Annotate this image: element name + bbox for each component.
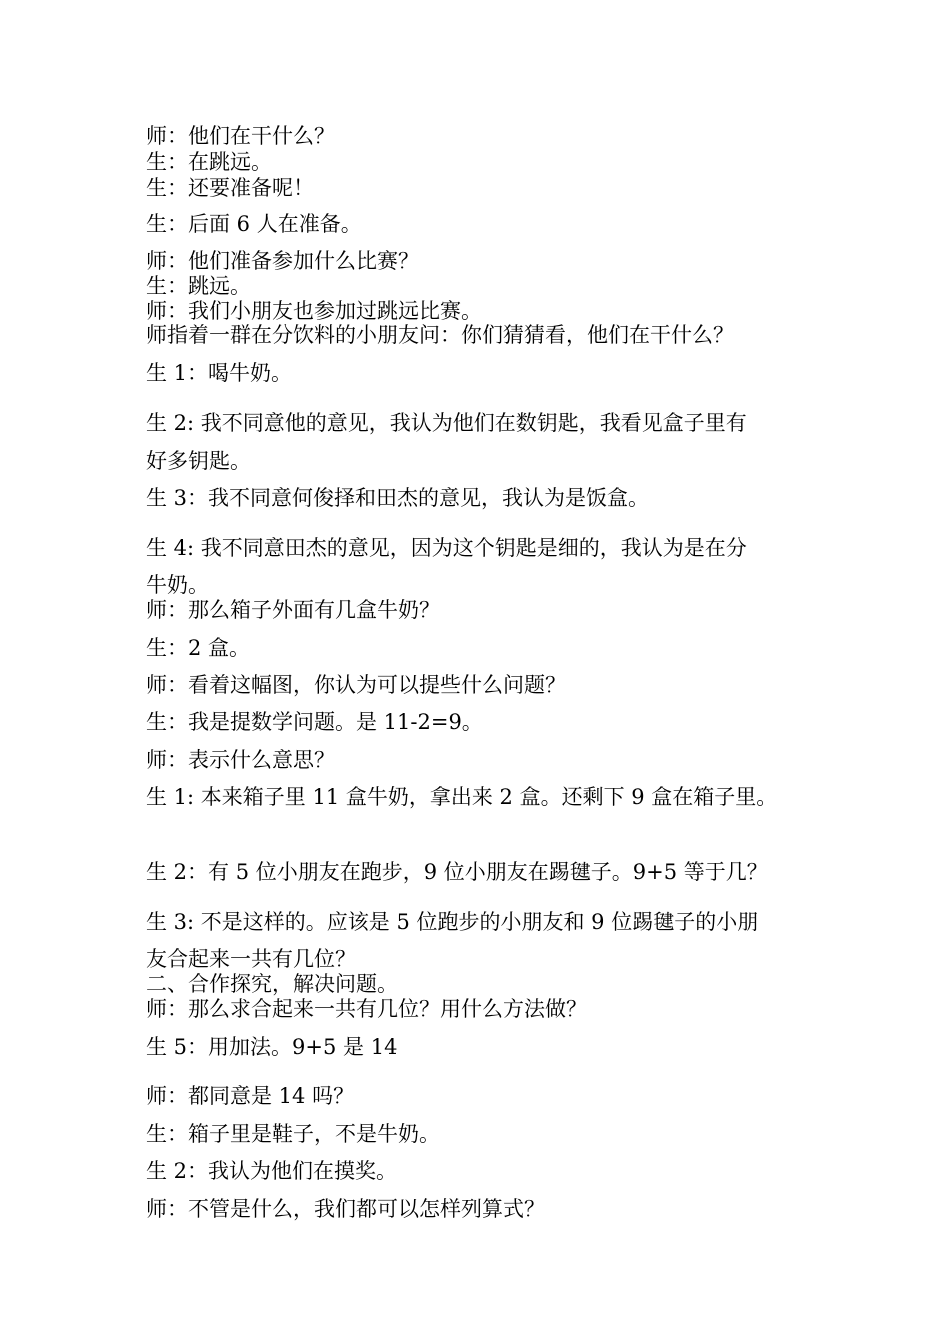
dialogue-line: 师：不管是什么，我们都可以怎样列算式？ [146,1197,545,1221]
dialogue-line: 友合起来一共有几位？ [146,947,356,971]
dialogue-line: 生 3：我不同意何俊择和田杰的意见，我认为是饭盒。 [146,486,650,510]
dialogue-line: 师：他们在干什么？ [146,124,335,148]
dialogue-line: 生 5：用加法。9+5 是 14 [146,1035,398,1059]
section-heading: 二、合作探究，解决问题。 [146,972,398,996]
dialogue-line: 师：看着这幅图，你认为可以提些什么问题？ [146,673,566,697]
dialogue-line: 生 4: 我不同意田杰的意见，因为这个钥匙是细的，我认为是在分 [146,536,747,560]
dialogue-line: 生 2: 我不同意他的意见，我认为他们在数钥匙，我看见盒子里有 [146,411,747,435]
dialogue-line: 师：我们小朋友也参加过跳远比赛。 [146,299,482,323]
dialogue-line: 生：箱子里是鞋子，不是牛奶。 [146,1122,440,1146]
dialogue-line: 生：我是提数学问题。是 11-2=9。 [146,710,483,734]
dialogue-line: 牛奶。 [146,573,209,597]
dialogue-line: 生 2：有 5 位小朋友在跑步，9 位小朋友在踢毽子。9+5 等于几？ [146,860,768,884]
dialogue-line: 生：2 盒。 [146,636,251,660]
dialogue-line: 师指着一群在分饮料的小朋友问：你们猜猜看，他们在干什么？ [146,323,734,347]
dialogue-line: 师：表示什么意思？ [146,748,335,772]
dialogue-line: 生：跳远。 [146,274,251,298]
dialogue-line: 生 3: 不是这样的。应该是 5 位跑步的小朋友和 9 位踢毽子的小朋 [146,910,759,934]
dialogue-line: 师：那么求合起来一共有几位？用什么方法做？ [146,997,587,1021]
dialogue-line: 生 2：我认为他们在摸奖。 [146,1159,398,1183]
dialogue-line: 师：那么箱子外面有几盒牛奶？ [146,598,440,622]
dialogue-line: 生：在跳远。 [146,150,272,174]
dialogue-line: 生 1: 本来箱子里 11 盒牛奶，拿出来 2 盒。还剩下 9 盒在箱子里。 [146,785,778,809]
dialogue-line: 师：都同意是 14 吗？ [146,1084,355,1108]
dialogue-line: 好多钥匙。 [146,449,251,473]
dialogue-line: 生 1：喝牛奶。 [146,361,293,385]
dialogue-line: 生：还要准备呢！ [146,176,314,200]
dialogue-line: 师：他们准备参加什么比赛？ [146,249,419,273]
dialogue-line: 生：后面 6 人在准备。 [146,212,362,236]
